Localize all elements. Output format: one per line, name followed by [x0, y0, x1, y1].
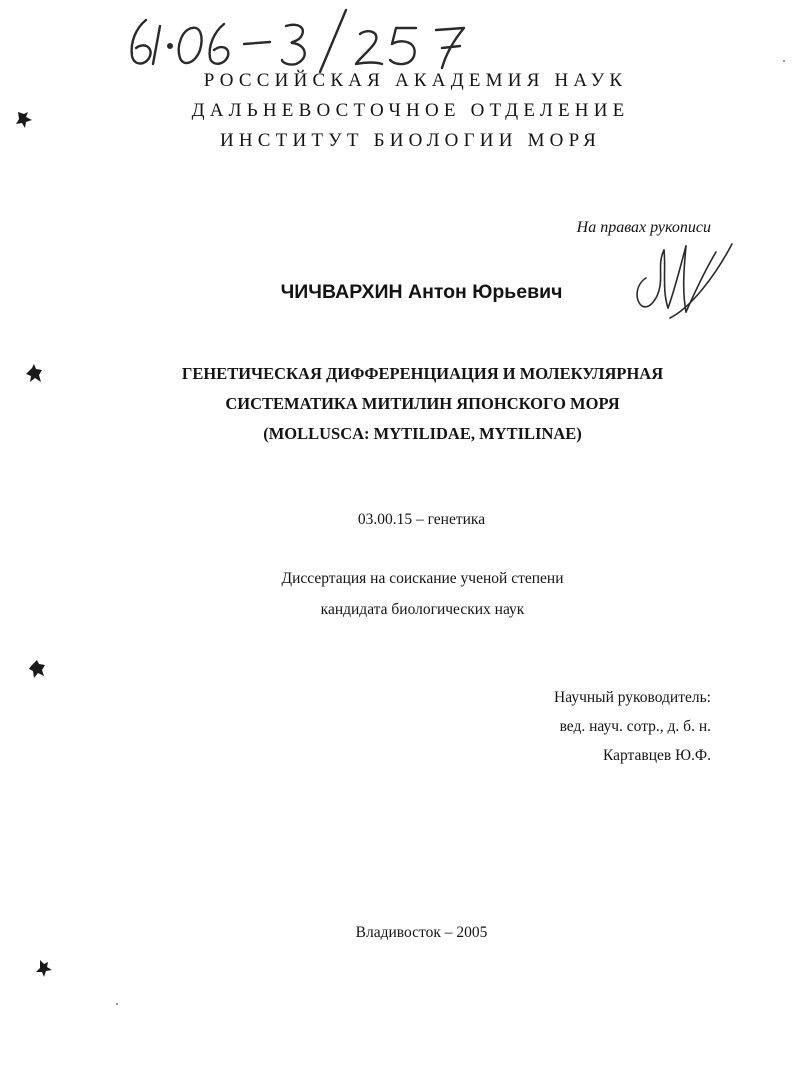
- scan-speck: [116, 1003, 118, 1005]
- dissertation-title-line-2: СИСТЕМАТИКА МИТИЛИН ЯПОНСКОГО МОРЯ: [225, 394, 620, 413]
- supervisor-name: Картавцев Ю.Ф.: [602, 747, 711, 764]
- dissertation-title-line-1: ГЕНЕТИЧЕСКАЯ ДИФФЕРЕНЦИАЦИЯ И МОЛЕКУЛЯРНАЯ: [181, 364, 664, 383]
- degree-line-1: Диссертация на соискание ученой степени: [281, 570, 564, 587]
- scan-speck: [783, 60, 785, 62]
- signature: [628, 238, 740, 322]
- scan-mark-icon: [26, 656, 50, 680]
- city-year: Владивосток – 2005: [355, 924, 488, 941]
- scan-mark-icon: [22, 362, 46, 386]
- specialty-code: 03.00.15 – генетика: [357, 511, 486, 528]
- organization-line-3: ИНСТИТУТ БИОЛОГИИ МОРЯ: [219, 130, 602, 151]
- scan-mark-icon: [32, 956, 56, 980]
- organization-line-2: ДАЛЬНЕВОСТОЧНОЕ ОТДЕЛЕНИЕ: [191, 100, 630, 121]
- supervisor-rank: вед. науч. сотр., д. б. н.: [559, 718, 711, 735]
- scan-mark-icon: [12, 108, 36, 132]
- supervisor-label: Научный руководитель:: [554, 689, 711, 706]
- organization-line-1: РОССИЙСКАЯ АКАДЕМИЯ НАУК: [203, 70, 628, 91]
- dissertation-title-line-3: (MOLLUSCA: MYTILIDAE, MYTILINAE): [263, 424, 582, 443]
- handwritten-catalog-number: [120, 6, 480, 76]
- author-name: ЧИЧВАРХИН Антон Юрьевич: [280, 281, 563, 303]
- manuscript-rights-note: На правах рукописи: [576, 219, 711, 236]
- degree-line-2: кандидата биологических наук: [320, 601, 525, 618]
